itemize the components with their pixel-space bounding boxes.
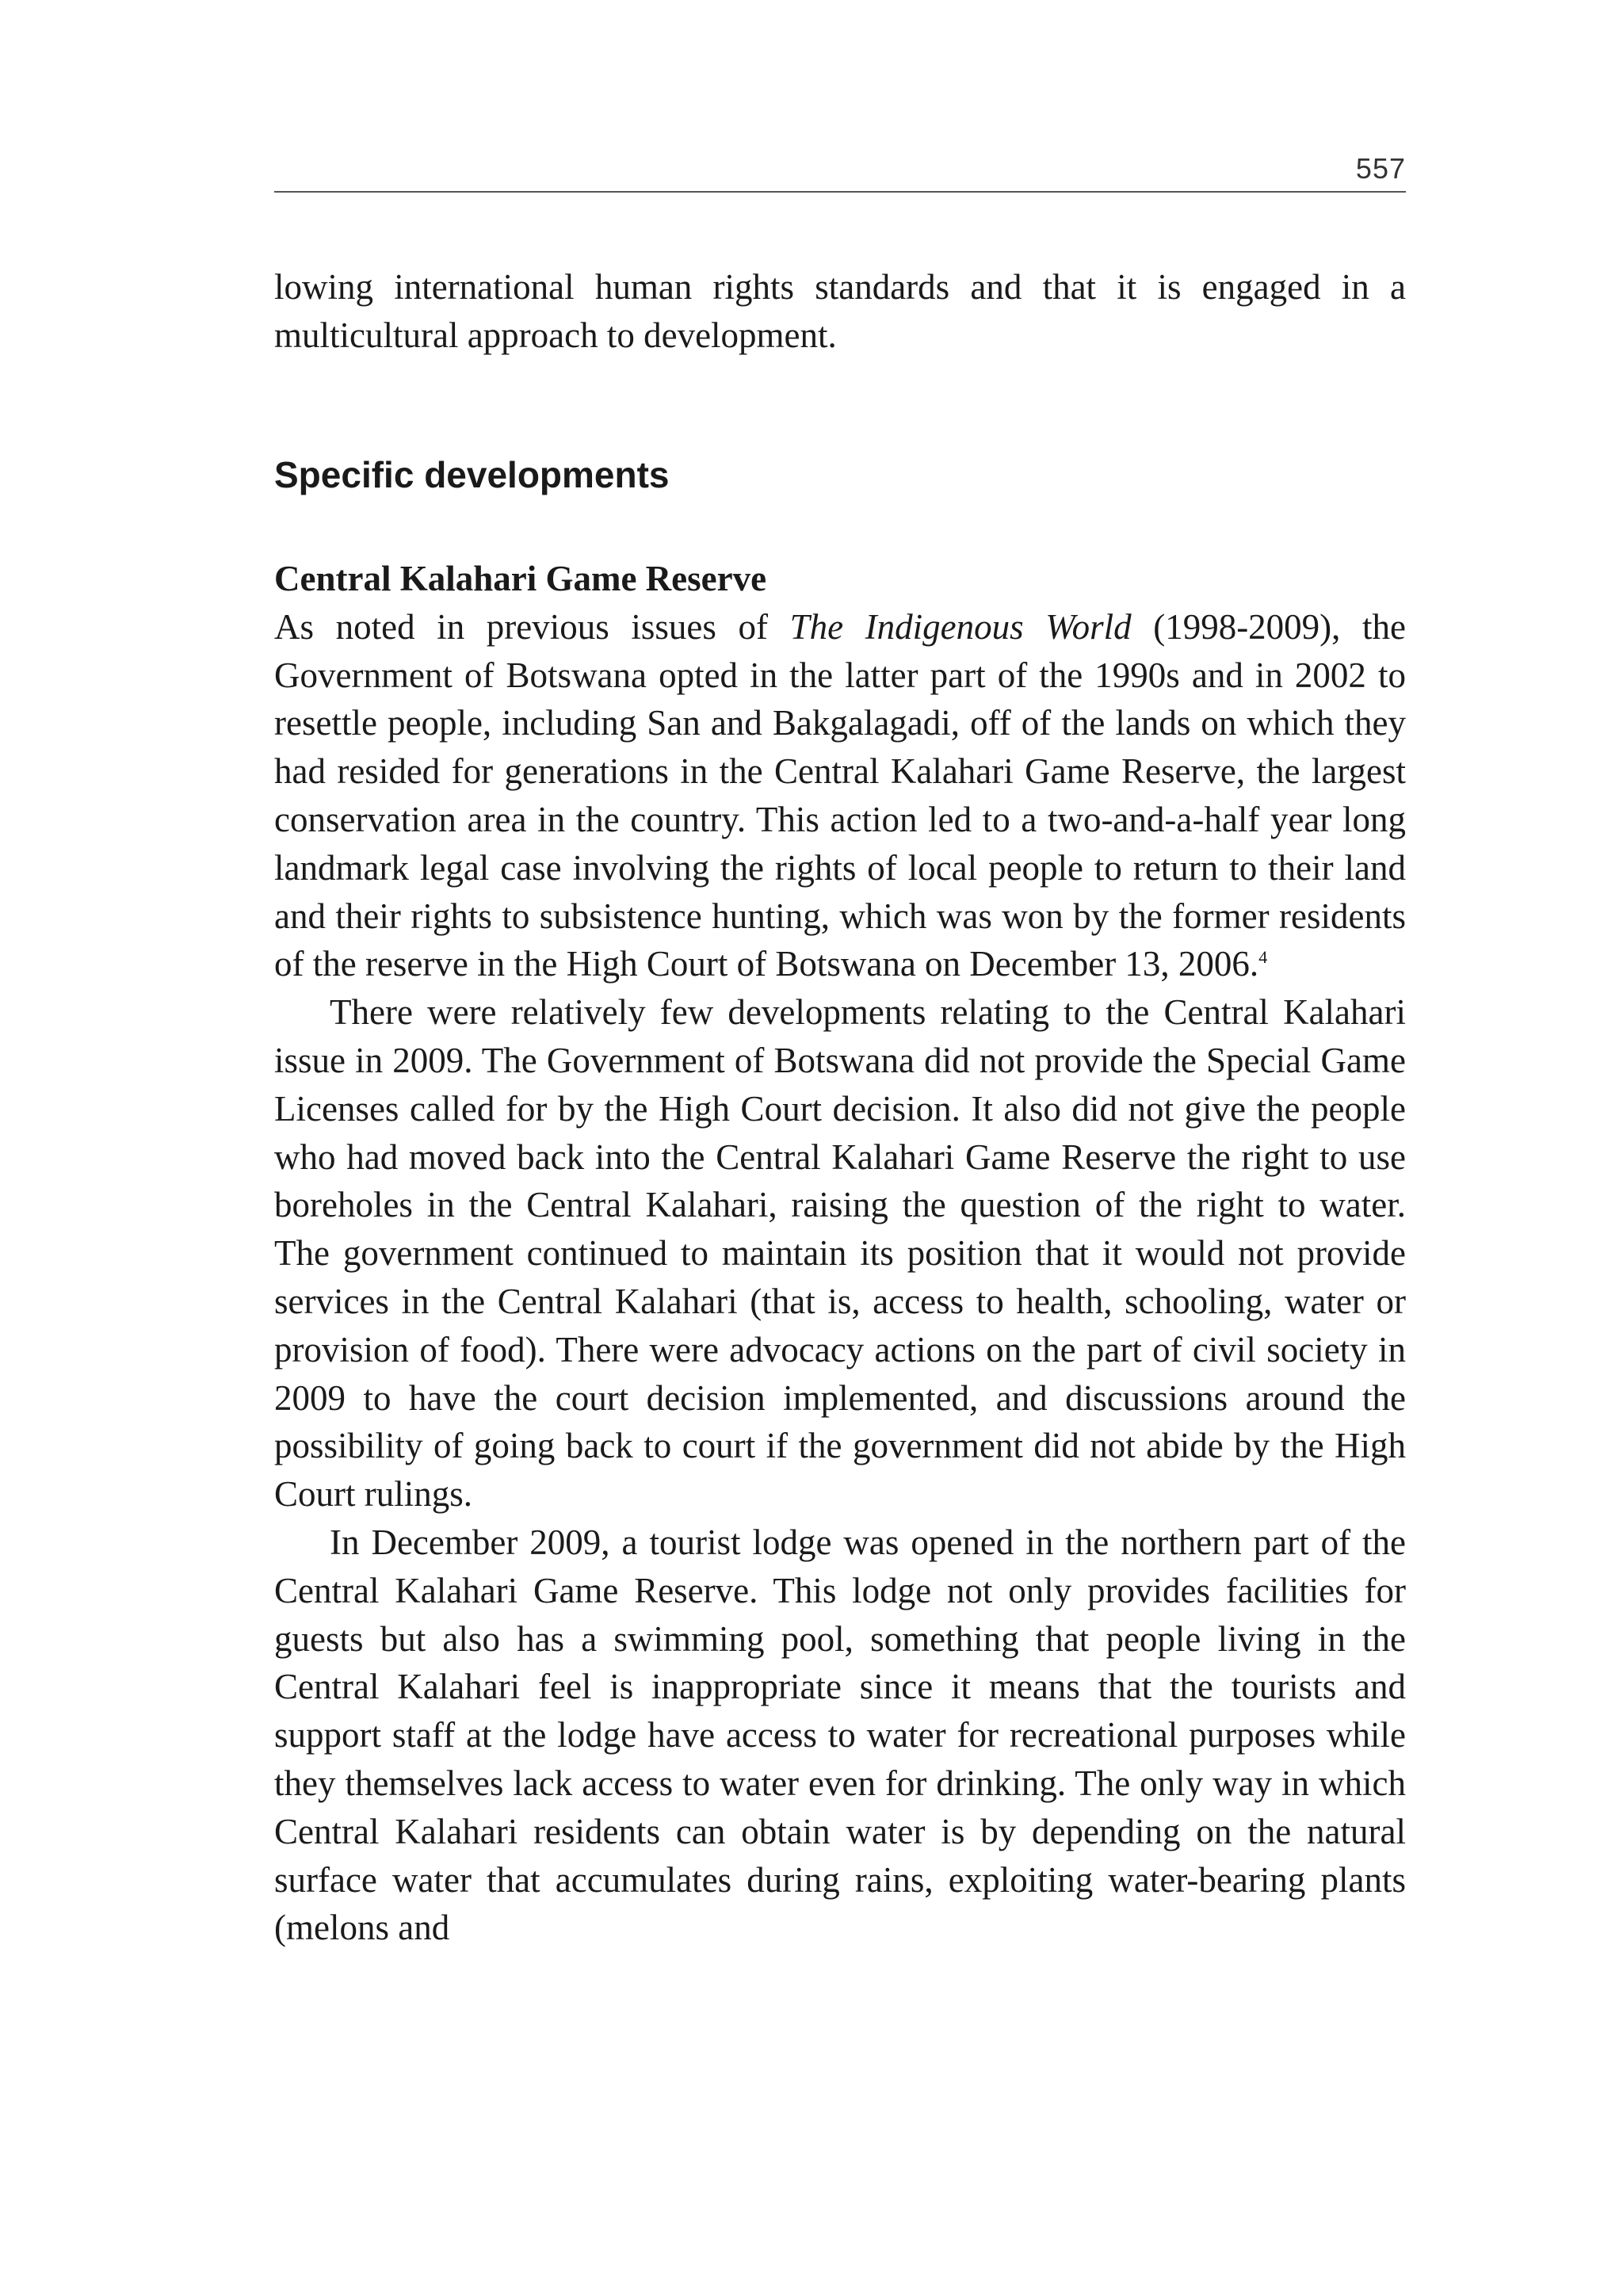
paragraph-1-lead: As noted in previous issues of: [274, 606, 790, 647]
header-rule: [274, 191, 1406, 193]
section-body: [274, 555, 1406, 1952]
intro-paragraph: [274, 263, 1406, 360]
page-number: 557: [1355, 152, 1406, 185]
paragraph-2: There were relatively few developments relating to the Central Kalahari issue in 2009. The Government of Botswana did not provide the Special Game Licenses called for by the High Court decision. It also did not give the people who had moved back into the Central Kalahari Game Reserve the right to use boreholes in the Central Kalahari, raising the question of the right to water. The government continued to maintain its position that it would not provide services in the Central Kalahari (that is, access to health, schooling, water or provision of food). There were advocacy actions on the part of civil society in 2009 to have the court decision implemented, and discussions around the possibility of going back to court if the government did not abide by the High Court rulings.: [274, 992, 1406, 1515]
footnote-marker[interactable]: 4: [1258, 947, 1268, 968]
paragraph-3: In December 2009, a tourist lodge was opened in the northern part of the Central Kalahari Game Reserve. This lodge not only provides facilities for guests but also has a swimming pool, something that people living in the Central Kalahari feel is inappropriate since it means that the tourists and support staff at the lodge have access to water for recreational purposes while they themselves lack access to water even for drinking. The only way in which Central Kalahari residents can obtain water is by depending on the natural surface water that accumulates during rains, exploiting water-bearing plants (melons and: [274, 1522, 1406, 1948]
subsection-heading: Central Kalahari Game Reserve: [274, 559, 767, 598]
paragraph-1: [274, 603, 1406, 988]
paragraph-1-rest: (1998-2009), the Government of Botswana opted in the latter part of the 1990s and in 2002 to resettle people, including San and Bakgalagadi, off of the lands on which they had resided for generations in the Central Kalahari Game Reserve, the largest conservation area in the country. This action led to a two-and-a-half year long landmark legal case involving the rights of local people to return to their land and their rights to subsistence hunting, which was won by the former residents of the reserve in the High Court of Botswana on December 13, 2006.: [274, 606, 1406, 984]
section-heading: Specific developments: [274, 454, 670, 495]
publication-title: The Indigenous World: [789, 606, 1132, 647]
intro-text: lowing international human rights standards and that it is engaged in a multicultural approach to development.: [274, 267, 1406, 355]
